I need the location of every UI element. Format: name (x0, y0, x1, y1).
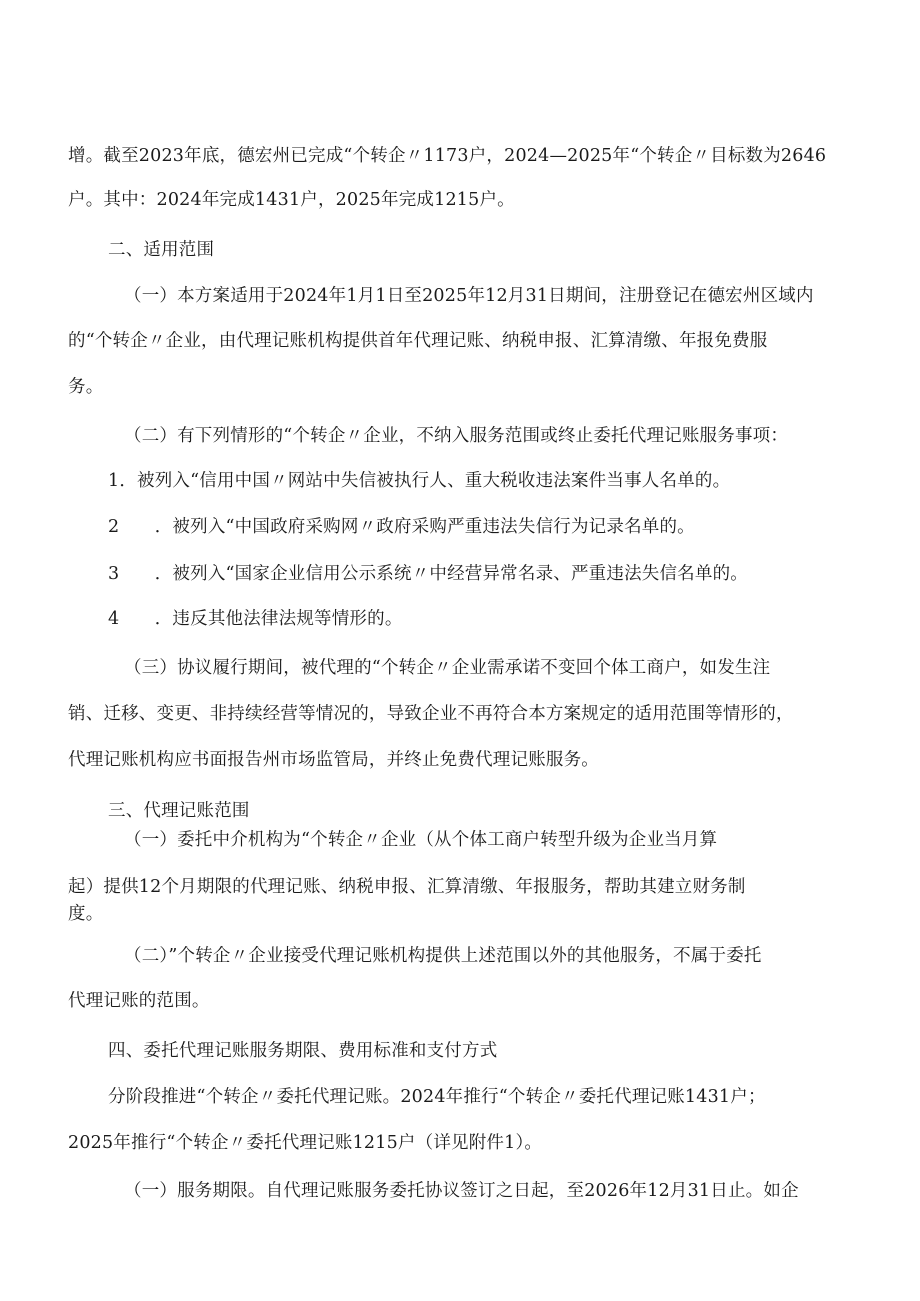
para-line-16: （一）委托中介机构为“个转企〃企业（从个体工商户转型升级为企业当月算 (124, 830, 718, 850)
para-line-23: 2025年推行“个转企〃委托代理记账1215户（详见附件1）。 (68, 1133, 543, 1153)
para-line-24: （一）服务期限。自代理记账服务委托协议签订之日起，至2026年12月31日止。如企 (124, 1181, 799, 1201)
list-item-1: 1．被列入“信用中国〃网站中失信被执行人、重大税收违法案件当事人名单的。 (108, 471, 731, 491)
section-heading-2: 二、适用范围 (108, 240, 215, 260)
para-line-7: （二）有下列情形的“个转企〃企业，不纳入服务范围或终止委托代理记账服务事项： (124, 426, 789, 446)
para-line-12: （三）协议履行期间，被代理的“个转企〃企业需承诺不变回个体工商户，如发生注 (124, 658, 771, 678)
para-line-1: 增。截至2023年底，德宏州已完成“个转企〃1173户，2024—2025年“个转企〃目标数为2646 (68, 146, 827, 166)
para-line-13: 销、迁移、变更、非持续经营等情况的，导致企业不再符合本方案规定的适用范围等情形的， (68, 704, 794, 724)
para-line-14: 代理记账机构应书面报告州市场监管局，并终止免费代理记账服务。 (68, 750, 599, 770)
para-line-18: 度。 (68, 904, 104, 924)
para-line-5: 的“个转企〃企业，由代理记账机构提供首年代理记账、纳税申报、汇算清缴、年报免费服 (68, 331, 768, 351)
para-line-17: 起）提供12个月期限的代理记账、纳税申报、汇算清缴、年报服务，帮助其建立财务制 (68, 877, 746, 897)
section-heading-4: 四、委托代理记账服务期限、费用标准和支付方式 (108, 1041, 498, 1061)
para-line-19: （二）”个转企〃企业接受代理记账机构提供上述范围以外的其他服务，不属于委托 (124, 946, 762, 966)
section-heading-3: 三、代理记账范围 (108, 801, 250, 821)
list-item-4: 4 ．违反其他法律法规等情形的。 (108, 609, 403, 629)
para-line-2: 户。其中：2024年完成1431户，2025年完成1215户。 (68, 190, 515, 210)
para-line-22: 分阶段推进“个转企〃委托代理记账。2024年推行“个转企〃委托代理记账1431户； (108, 1087, 766, 1107)
list-item-2: 2 ．被列入“中国政府采购网〃政府采购严重违法失信行为记录名单的。 (108, 517, 695, 537)
para-line-20: 代理记账的范围。 (68, 991, 210, 1011)
para-line-4: （一）本方案适用于2024年1月1日至2025年12月31日期间，注册登记在德宏州区域内 (124, 286, 814, 306)
list-item-3: 3 ．被列入“国家企业信用公示系统〃中经营异常名录、严重违法失信名单的。 (108, 564, 748, 584)
para-line-6: 务。 (68, 377, 104, 397)
